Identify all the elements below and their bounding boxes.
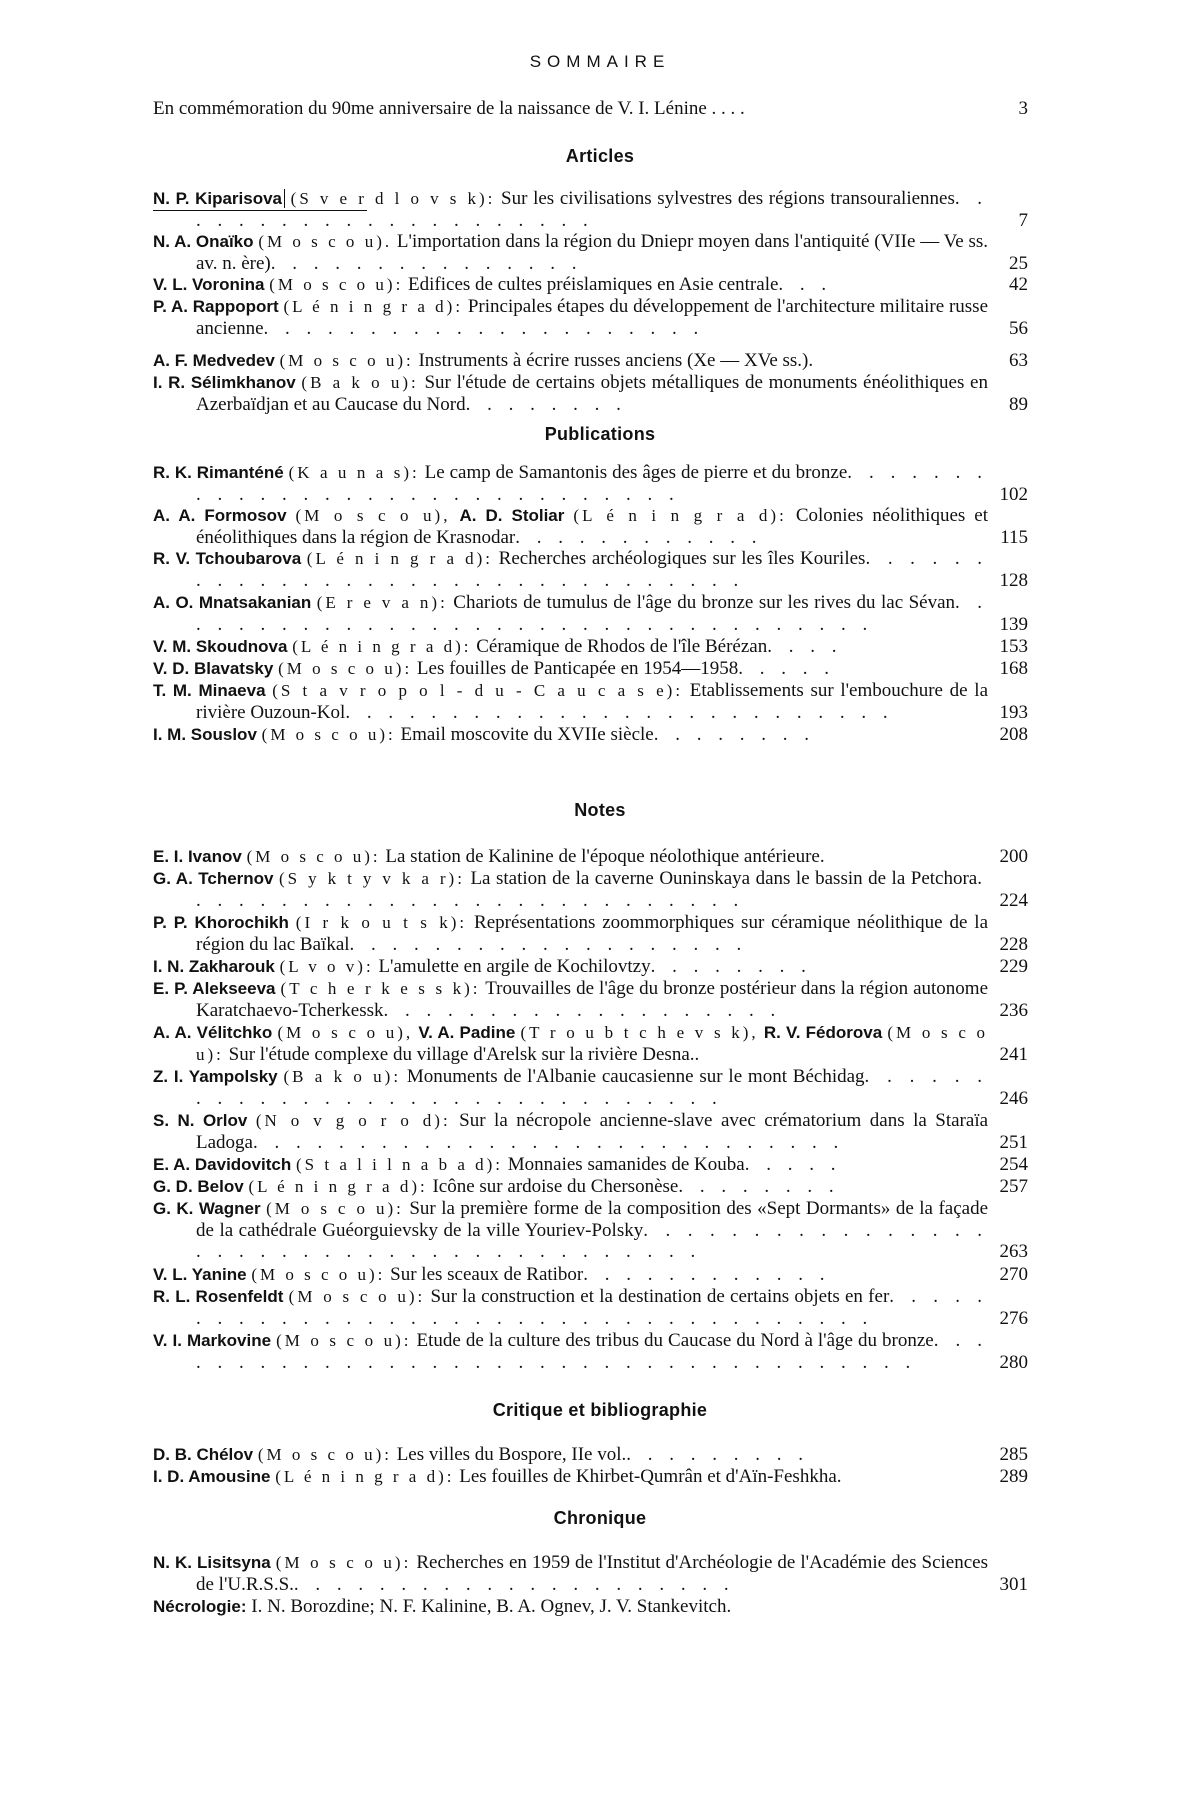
- toc-entry: [153, 1198, 1026, 1263]
- leader-dots: . . . . . . . . . . . . . . . . . . . . . . . . . . . . . . . . . .: [196, 592, 989, 635]
- leader-dots: . . . . . . . . . . . . . . . . . . . . . . . . . . . .: [252, 1131, 845, 1153]
- city: (M o s c o u):: [246, 847, 381, 866]
- city: (M o s c o u):: [278, 659, 413, 678]
- page-number: 25: [1009, 252, 1028, 274]
- page-number: 168: [999, 658, 1028, 679]
- page-number: 229: [999, 956, 1028, 977]
- entry-title: Colonies néolithiques et énéolithiques dans la région de Krasnodar: [196, 505, 989, 548]
- leader-dots: . . . .: [767, 636, 843, 657]
- author-name: A. A. Vélitchko: [153, 1023, 273, 1042]
- toc-entry: [153, 462, 1026, 505]
- section-heading-chronique: Chronique: [553, 1508, 647, 1528]
- city: (M o s c o u):: [196, 1023, 989, 1064]
- author-name: E. A. Davidovitch: [153, 1155, 292, 1174]
- city: (L é n i n g r a d):: [283, 297, 464, 316]
- author-name: N. A. Onaïko: [153, 232, 254, 251]
- page-number: 263: [999, 1241, 1028, 1262]
- toc-entry: [153, 956, 1026, 978]
- leader-dots: . . . . . . . . . . . .: [583, 1264, 831, 1285]
- leader-dots: . . . . . . . . . . . . . . . . . . . . .: [263, 317, 705, 339]
- intro-entry: [153, 98, 1026, 120]
- entry-title: Sur l'étude de certains objets métalliques de monuments énéolithiques en Azerbaïdjan et au Caucase du Nord: [196, 372, 988, 415]
- page-number: 153: [999, 636, 1028, 657]
- city: (M o s c o u):: [288, 1287, 426, 1306]
- author-name: E. P. Alekseeva: [153, 979, 276, 998]
- entry-title: Les fouilles de Khirbet-Qumrân et d'Aïn-Feshkha.: [459, 1466, 842, 1487]
- section-heading-notes: Notes: [574, 800, 626, 820]
- necrologie-entry: [153, 1596, 1026, 1618]
- section-heading-articles: Articles: [565, 146, 635, 166]
- entry-title: Icône sur ardoise du Chersonèse: [432, 1176, 679, 1197]
- leader-dots: . . . . . . . .: [653, 724, 815, 745]
- city: (M o s c o u):: [266, 1199, 404, 1218]
- leader-dots: . . . . . . . .: [465, 393, 627, 415]
- city: (L é n i n g r a d):: [573, 506, 787, 525]
- page-number: 193: [999, 701, 1028, 723]
- leader-dots: . . . . . . . . .: [626, 1444, 809, 1465]
- toc-entry: [153, 1264, 1026, 1286]
- entry-title: L'importation dans la région du Dniepr moyen dans l'antiquité (VIIe — Ve ss. av. n. ère): [196, 231, 989, 274]
- city: (M o s c o u):: [279, 351, 414, 370]
- page-number: 257: [999, 1176, 1028, 1197]
- author-name: A. O. Mnatsakanian: [153, 593, 312, 612]
- entry-title: Les villes du Bospore, IIe vol.: [396, 1444, 627, 1465]
- page-number: 208: [999, 724, 1028, 745]
- necrologie-text: I. N. Borozdine; N. F. Kalinine, B. A. Ognev, J. V. Stankevitch.: [251, 1596, 732, 1617]
- page-number: 270: [999, 1264, 1028, 1285]
- leader-dots: . . . . . . . . . . . . . . . . . . . . . . . . . . . . . . . . . . . . .: [196, 1286, 989, 1329]
- page-number: 224: [999, 889, 1028, 911]
- section-heading-critique: Critique et bibliographie: [492, 1400, 708, 1420]
- entry-title: Sur l'étude complexe du village d'Arelsk sur la rivière Desna.: [228, 1043, 695, 1065]
- entry-title: Sur les sceaux de Ratibor: [390, 1264, 584, 1285]
- entry-title: La station de Kalinine de l'époque néolothique antérieure.: [385, 846, 825, 867]
- page-number: 115: [1000, 526, 1028, 548]
- city: (S t a l i l n a b a d):: [295, 1155, 504, 1174]
- author-name: N. P. Kiparisova: [153, 189, 285, 208]
- entry-title: Sur la construction et la destination de certains objets en fer: [430, 1286, 890, 1307]
- page-number: 3: [1018, 98, 1028, 119]
- toc-entry: [153, 350, 1026, 372]
- page-number: 276: [999, 1307, 1028, 1329]
- page-title: SOMMAIRE: [529, 52, 671, 71]
- author-name: N. K. Lisitsyna: [153, 1553, 271, 1572]
- author-name: V. L. Yanine: [153, 1265, 247, 1284]
- toc-entry: [153, 658, 1026, 680]
- city: (L é n i n g r a d):: [292, 637, 472, 656]
- page-number: 251: [999, 1131, 1028, 1153]
- author-name: V. I. Markovine: [153, 1331, 272, 1350]
- author-name: G. A. Tchernov: [153, 869, 274, 888]
- page-number: 241: [999, 1043, 1028, 1065]
- entry-title: Instruments à écrire russes anciens (Xe — XVe ss.).: [418, 350, 814, 371]
- author-name: R. K. Rimanténé: [153, 463, 284, 482]
- toc-entry: [153, 846, 1026, 868]
- page-number: 236: [999, 999, 1028, 1021]
- page-number: 7: [1018, 209, 1028, 231]
- leader-dots: . . . . . . . .: [650, 956, 812, 977]
- toc-entry: [153, 1154, 1026, 1176]
- city: (M o s c o u):: [257, 1445, 392, 1464]
- city: (S y k t y v k a r):: [279, 869, 465, 888]
- city: (M o s c o u).: [258, 232, 393, 251]
- author-name: R. V. Tchoubarova: [153, 549, 302, 568]
- section-heading-publications: Publications: [544, 424, 656, 444]
- city: (N o v g o r o d):: [255, 1111, 451, 1130]
- toc-entry: [153, 636, 1026, 658]
- toc-entry: [153, 548, 1026, 591]
- intro-text: En commémoration du 90me anniversaire de la naissance de V. I. Lénine . . . .: [153, 98, 745, 119]
- leader-dots: . . . . . . . .: [678, 1176, 840, 1197]
- leader-dots: . . . . .: [738, 658, 836, 679]
- toc-entry: [153, 1022, 1026, 1065]
- author-name: G. K. Wagner: [153, 1199, 261, 1218]
- leader-dots: . . . . . . . . . . . . . . . . . . . . .: [196, 188, 989, 231]
- author-name: A. F. Medvedev: [153, 351, 275, 370]
- toc-entry: [153, 1066, 1026, 1109]
- toc-entry: [153, 296, 1026, 339]
- page-number: 289: [999, 1466, 1028, 1487]
- page-number: 63: [1009, 350, 1028, 371]
- city: (L v o v):: [279, 957, 374, 976]
- city: (T r o u b t c h e v s k),: [520, 1023, 759, 1042]
- author-name: P. P. Khorochikh: [153, 913, 289, 932]
- author-name: E. I. Ivanov: [153, 847, 242, 866]
- entry-title: Etablissements sur l'embouchure de la rivière Ouzoun-Kol: [196, 680, 989, 723]
- author-name: V. D. Blavatsky: [153, 659, 274, 678]
- entry-title: La station de la caverne Ouninskaya dans le bassin de la Petchora: [470, 868, 978, 889]
- city: (L é n i n g r a d):: [306, 549, 494, 568]
- page-number: 128: [999, 569, 1028, 591]
- page-number: 246: [999, 1087, 1028, 1109]
- leader-dots: . . . . . . . . . . . . . . . . . . . . .: [293, 1573, 735, 1595]
- author-name: I. M. Souslov: [153, 725, 257, 744]
- leader-dots: . . . . . . . . . . . . . . . . . . . . . . . . . . . . . .: [196, 462, 989, 505]
- city: (M o s c o u):: [276, 1331, 412, 1350]
- author-name: I. N. Zakharouk: [153, 957, 275, 976]
- city: (L é n i n g r a d):: [248, 1177, 428, 1196]
- toc-entry: [153, 1110, 1026, 1153]
- city: (M o s c o u):: [261, 725, 396, 744]
- coauthor-name: A. D. Stoliar: [459, 506, 565, 525]
- entry-title: Sur les civilisations sylvestres des régions transouraliennes: [501, 188, 955, 209]
- author-name: R. L. Rosenfeldt: [153, 1287, 284, 1306]
- necrologie-label: Nécrologie:: [153, 1597, 247, 1616]
- entry-title: Monnaies samanides de Kouba: [507, 1154, 745, 1175]
- toc-entry: [153, 274, 1026, 296]
- page-number: 200: [999, 846, 1028, 867]
- leader-dots: . . . . . . . . . . . . . . . . . . . . . . . . . . . . . . . .: [196, 548, 989, 591]
- page-number: 280: [999, 1351, 1028, 1373]
- entry-title: Principales étapes du développement de l'architecture militaire russe ancienne: [196, 296, 989, 339]
- author-name: V. M. Skoudnova: [153, 637, 288, 656]
- toc-entry: [153, 372, 1026, 415]
- page-number: 285: [999, 1444, 1028, 1465]
- city: (S v e r d l o v s k):: [290, 189, 496, 208]
- toc-entry: [153, 592, 1026, 635]
- city: (M o s c o u):: [269, 275, 404, 294]
- leader-dots: . . . . . . . . . . . . . . . . . . . . . . . . . .: [345, 701, 894, 723]
- leader-dots: . . . . . . . . . . . . . . . . . . .: [349, 933, 748, 955]
- city: (M o s c o u):: [251, 1265, 386, 1284]
- author-name: D. B. Chélov: [153, 1445, 254, 1464]
- toc-entry: [153, 1552, 1026, 1595]
- author-name: Z. I. Yampolsky: [153, 1067, 278, 1086]
- author-name: T. M. Minaeva: [153, 681, 266, 700]
- leader-dots: .: [694, 1043, 706, 1065]
- leader-dots: . . . . . . . . . . . . . . . . . . . . . . . . . . . . . . . . . . . . . . . .: [196, 1219, 989, 1262]
- leader-dots: . . . . . . . . . . . . . . . . . . . . . . . . . . .: [196, 868, 988, 911]
- leader-dots: . . . . . . . . . . . . . . . . . . . . . . . . . . . . . . .: [196, 1066, 989, 1109]
- entry-title: Email moscovite du XVIIe siècle: [400, 724, 654, 745]
- page-number: 42: [1009, 274, 1028, 295]
- toc-entry: [153, 912, 1026, 955]
- entry-title: Monuments de l'Albanie caucasienne sur le mont Béchidag: [406, 1066, 865, 1087]
- author-name: P. A. Rappoport: [153, 297, 279, 316]
- toc-entry: [153, 680, 1026, 723]
- page-number: 228: [999, 933, 1028, 955]
- page-number: 139: [999, 613, 1028, 635]
- author-name: G. D. Belov: [153, 1177, 244, 1196]
- entry-title: Représentations zoommorphiques sur céramique néolithique de la région du lac Baïkal: [196, 912, 989, 955]
- leader-dots: . . . . . . . . . . . . . . . . . . .: [383, 999, 782, 1021]
- page-number: 102: [999, 483, 1028, 505]
- page-number: 254: [999, 1154, 1028, 1175]
- entry-title: Sur la nécropole ancienne-slave avec crématorium dans la Staraïa Ladoga: [196, 1110, 989, 1153]
- toc-entry: [153, 505, 1026, 548]
- city: (M o s c o u),: [295, 506, 451, 525]
- author-name: V. L. Voronina: [153, 275, 265, 294]
- entry-title: Céramique de Rhodos de l'île Bérézan: [476, 636, 768, 657]
- entry-title: Sur la première forme de la composition des «Sept Dormants» de la façade de la cathédrale Guéorguievsky de la ville Youriev-Polsky: [196, 1198, 989, 1241]
- toc-entry: [153, 724, 1026, 746]
- author-name: I. D. Amousine: [153, 1467, 271, 1486]
- coauthor-name: R. V. Fédorova: [763, 1023, 883, 1042]
- city: (T c h e r k e s s k):: [280, 979, 481, 998]
- city: (I r k o u t s k):: [295, 913, 468, 932]
- city: (L é n i n g r a d):: [275, 1467, 455, 1486]
- entry-title: Recherches archéologiques sur les îles Kouriles: [498, 548, 866, 569]
- toc-entry: [153, 188, 1026, 231]
- entry-title: Chariots de tumulus de l'âge du bronze sur les rives du lac Sévan: [453, 592, 956, 613]
- author-name: S. N. Orlov: [153, 1111, 248, 1130]
- toc-entry: [153, 1286, 1026, 1329]
- entry-title: Le camp de Samantonis des âges de pierre et du bronze: [424, 462, 848, 483]
- leader-dots: . . . . . . . . . . . . . . . . . . . . . . . . . . . . . . . . . . . . .: [196, 1330, 989, 1373]
- page-number: 301: [999, 1573, 1028, 1595]
- leader-dots: . . . . .: [744, 1154, 842, 1175]
- toc-entry: [153, 231, 1026, 274]
- city: (M o s c o u),: [277, 1023, 414, 1042]
- city: (B a k o u):: [301, 373, 419, 392]
- entry-title: Recherches en 1959 de l'Institut d'Archéologie de l'Académie des Sciences de l'U.R.S.S.: [196, 1552, 989, 1595]
- page-number: 89: [1009, 393, 1028, 415]
- author-name: I. R. Sélimkhanov: [153, 373, 296, 392]
- entry-title: Les fouilles de Panticapée en 1954—1958: [416, 658, 739, 679]
- entry-title: Trouvailles de l'âge du bronze postérieur dans la région autonome Karatchaevo-Tcherkessk: [196, 978, 989, 1021]
- toc-entry: [153, 978, 1026, 1021]
- toc-entry: [153, 1444, 1026, 1466]
- city: (M o s c o u):: [275, 1553, 412, 1572]
- page-number: 56: [1009, 317, 1028, 339]
- toc-entry: [153, 1466, 1026, 1488]
- coauthor-name: V. A. Padine: [418, 1023, 516, 1042]
- toc-entry: [153, 868, 1026, 911]
- entry-title: Edifices de cultes préislamiques en Asie centrale: [408, 274, 779, 295]
- leader-dots: . . .: [778, 274, 833, 295]
- city: (B a k o u):: [283, 1067, 402, 1086]
- author-name: A. A. Formosov: [153, 506, 287, 525]
- toc-entry: [153, 1330, 1026, 1373]
- entry-title: L'amulette en argile de Kochilovtzy: [378, 956, 651, 977]
- leader-dots: . . . . . . . . . . . . . . .: [270, 252, 583, 274]
- city: (E r e v a n):: [316, 593, 448, 612]
- city: (K a u n a s):: [288, 463, 420, 482]
- city: (S t a v r o p o l - d u - C a u c a s e):: [272, 681, 684, 700]
- entry-title: Etude de la culture des tribus du Caucase du Nord à l'âge du bronze: [416, 1330, 934, 1351]
- toc-entry: [153, 1176, 1026, 1198]
- leader-dots: . . . . . . . . . . . .: [515, 526, 763, 548]
